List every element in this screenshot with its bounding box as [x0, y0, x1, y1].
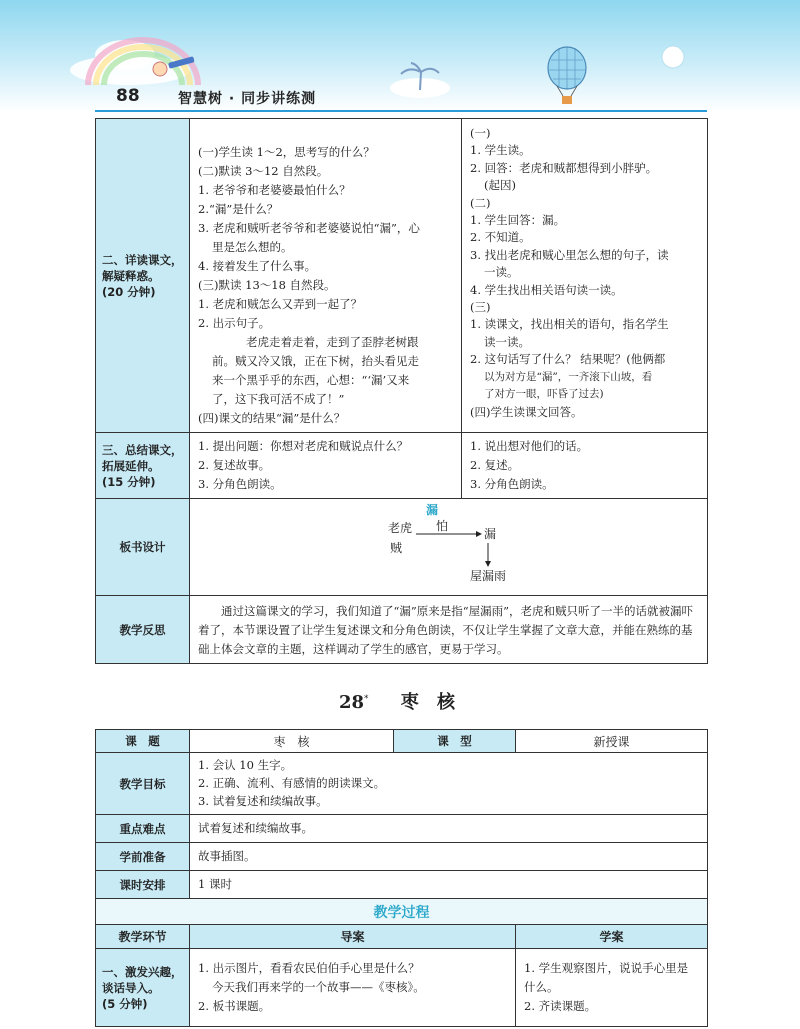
guide-line: 里是怎么想的。 [212, 240, 293, 254]
reflection-text: 通过这篇课文的学习，我们知道了“漏”原来是指“屋漏雨”，老虎和贼只听了一半的话就被漏吓着了，本节课设置了让学生复述课文和分角色朗读，不仅让学生掌握了文章大意，并能在熟练的基础上体会文章的主题，这样调动了学生的感官，更易于学习。 [190, 596, 708, 664]
stage-label-line: 一、激发兴趣， [102, 964, 183, 979]
guide-line: 老虎走着走着，走到了歪脖老树跟 [246, 335, 419, 349]
stage-label-line: 拓展延伸。 [102, 458, 160, 473]
col-stage-header: 教学环节 [96, 925, 190, 949]
study-line: 2. 这句话写了什么？ 结果呢？(他俩都 [470, 352, 666, 367]
header-divider [95, 110, 707, 112]
table-row [96, 925, 708, 949]
study-cell [462, 119, 708, 433]
lesson-title [0, 688, 800, 714]
page-header [0, 0, 800, 112]
goal-line: 2. 正确、流利、有感情的朗读课文。 [198, 776, 386, 790]
stage-label-line: 三、总结课文， [102, 442, 183, 457]
table-row [96, 899, 708, 925]
col-study-header: 学案 [516, 925, 708, 949]
table-row [96, 499, 708, 596]
stage-label-line: (20 分钟) [102, 284, 156, 299]
sun-icon [660, 44, 686, 70]
guide-line: 今天我们再来学的一个故事——《枣核》。 [212, 980, 425, 994]
table-row [96, 119, 708, 433]
stage-label [96, 949, 190, 1027]
board-result: 屋漏雨 [470, 569, 507, 583]
study-line: 1. 说出想对他们的话。 [470, 439, 589, 453]
study-line: 2. 不知道。 [470, 230, 531, 245]
board-design-cell [190, 499, 708, 596]
guide-cell [190, 433, 462, 499]
reflection-label: 教学反思 [96, 596, 190, 664]
board-tiger: 老虎 [388, 521, 413, 535]
prep-label: 学前准备 [96, 843, 190, 871]
study-line: 2. 复述。 [470, 458, 520, 472]
time-label: 课时安排 [96, 871, 190, 899]
table-row [96, 815, 708, 843]
guide-line: 了，这下我可活不成了！” [212, 392, 345, 406]
guide-line: (四)课文的结果“漏”是什么？ [198, 411, 346, 425]
study-cell [462, 433, 708, 499]
study-line: 了对方一眼，吓昏了过去) [484, 388, 604, 401]
guide-cell [190, 949, 516, 1027]
table-row [96, 871, 708, 899]
stage-label-line: (15 分钟) [102, 474, 156, 489]
stage-label [96, 119, 190, 433]
study-cell [516, 949, 708, 1027]
board-title: 漏 [426, 503, 439, 517]
board-fear: 怕 [436, 519, 449, 533]
stage-label-line: (5 分钟) [102, 996, 148, 1011]
stage-label-line: 解疑释惑。 [102, 268, 160, 283]
series-title: 智慧树 · 同步讲练测 [178, 91, 317, 107]
board-leak: 漏 [484, 527, 497, 541]
guide-line: (二)默读 3～12 自然段。 [198, 164, 329, 178]
guide-line: (一)学生读 1～2，思考写的什么？ [198, 145, 375, 159]
stage-label [96, 433, 190, 499]
study-line: 一读。 [484, 265, 519, 280]
col-guide-header: 导案 [190, 925, 516, 949]
guide-line: (三)默读 13～18 自然段。 [198, 278, 336, 292]
study-line: (三) [470, 300, 491, 315]
table-row [96, 753, 708, 815]
study-line: 2. 回答：老虎和贼都想得到小胖驴。 [470, 160, 658, 175]
page-number: 88 [116, 86, 140, 106]
table-row [96, 730, 708, 753]
study-line: 1. 学生读。 [470, 143, 531, 158]
topic-value: 枣 核 [190, 730, 394, 753]
key-value: 试着复述和续编故事。 [190, 815, 708, 843]
study-line: (起因) [484, 178, 516, 193]
lesson-name: 枣 核 [400, 692, 462, 713]
time-value: 1 课时 [190, 871, 708, 899]
guide-line: 1. 老爷爷和老婆婆最怕什么？ [198, 183, 351, 197]
board-diagram [190, 499, 707, 594]
study-line: 3. 分角色朗读。 [470, 477, 554, 491]
type-value: 新授课 [516, 730, 708, 753]
table-row [96, 949, 708, 1027]
type-label: 课 型 [394, 730, 516, 753]
study-line: 2. 齐读课题。 [524, 999, 597, 1013]
guide-line: 3. 老虎和贼听老爷爷和老婆婆说怕“漏”，心 [198, 221, 420, 235]
prep-value: 故事插图。 [190, 843, 708, 871]
table-row [96, 433, 708, 499]
guide-line: 1. 提出问题：你想对老虎和贼说点什么？ [198, 439, 409, 453]
guide-cell [190, 119, 462, 433]
goal-line: 1. 会认 10 生字。 [198, 758, 293, 772]
lesson-mark: * [364, 694, 369, 704]
guide-line: 1. 老虎和贼怎么又弄到一起了？ [198, 297, 363, 311]
table-row [96, 843, 708, 871]
lesson-plan-table [95, 729, 708, 1027]
goals-label: 教学目标 [96, 753, 190, 815]
goals-cell [190, 753, 708, 815]
stage-label-line: 谈话导入。 [102, 980, 160, 995]
guide-line: 2. 板书课题。 [198, 999, 271, 1013]
lesson-number: 28 [338, 692, 364, 713]
study-line: 4. 学生找出相关语句读一读。 [470, 282, 623, 297]
study-line: 以为对方是“漏”，一齐滚下山坡，看 [484, 370, 653, 383]
study-line: 3. 找出老虎和贼心里怎么想的句子，读 [470, 247, 669, 262]
guide-line: 前。贼又冷又饿，正在下树，抬头看见走 [212, 354, 419, 368]
guide-line: 来一个黑乎乎的东西，心想：“‘漏’又来 [212, 373, 410, 387]
guide-line: 2. 出示句子。 [198, 316, 271, 330]
study-line: (四)学生读课文回答。 [470, 404, 583, 419]
lesson-continuation-table [95, 118, 708, 664]
study-line: 1. 学生观察图片，说说手心里是什么。 [524, 961, 689, 994]
stage-label-line: 二、详读课文， [102, 252, 183, 267]
guide-line: 2.“漏”是什么？ [198, 202, 279, 216]
study-line: 读一读。 [484, 334, 530, 349]
key-label: 重点难点 [96, 815, 190, 843]
board-arrows [410, 529, 500, 569]
study-line: 1. 读课文，找出相关的语句，指名学生 [470, 317, 669, 332]
hot-air-balloon-icon [545, 46, 589, 108]
table-row [96, 596, 708, 664]
palm-tree-cloud-icon [385, 62, 455, 102]
guide-line: 2. 复述故事。 [198, 458, 271, 472]
guide-line: 4. 接着发生了什么事。 [198, 259, 317, 273]
topic-label: 课 题 [96, 730, 190, 753]
goal-line: 3. 试着复述和续编故事。 [198, 794, 328, 808]
study-line: (二) [470, 195, 491, 210]
process-banner: 教学过程 [96, 899, 708, 925]
board-label: 板书设计 [96, 499, 190, 596]
guide-line: 3. 分角色朗读。 [198, 477, 282, 491]
study-line: (一) [470, 126, 491, 140]
board-thief: 贼 [390, 541, 403, 555]
study-line: 1. 学生回答：漏。 [470, 213, 566, 228]
child-with-telescope-icon [150, 55, 200, 80]
guide-line: 1. 出示图片，看看农民伯伯手心里是什么？ [198, 961, 420, 975]
